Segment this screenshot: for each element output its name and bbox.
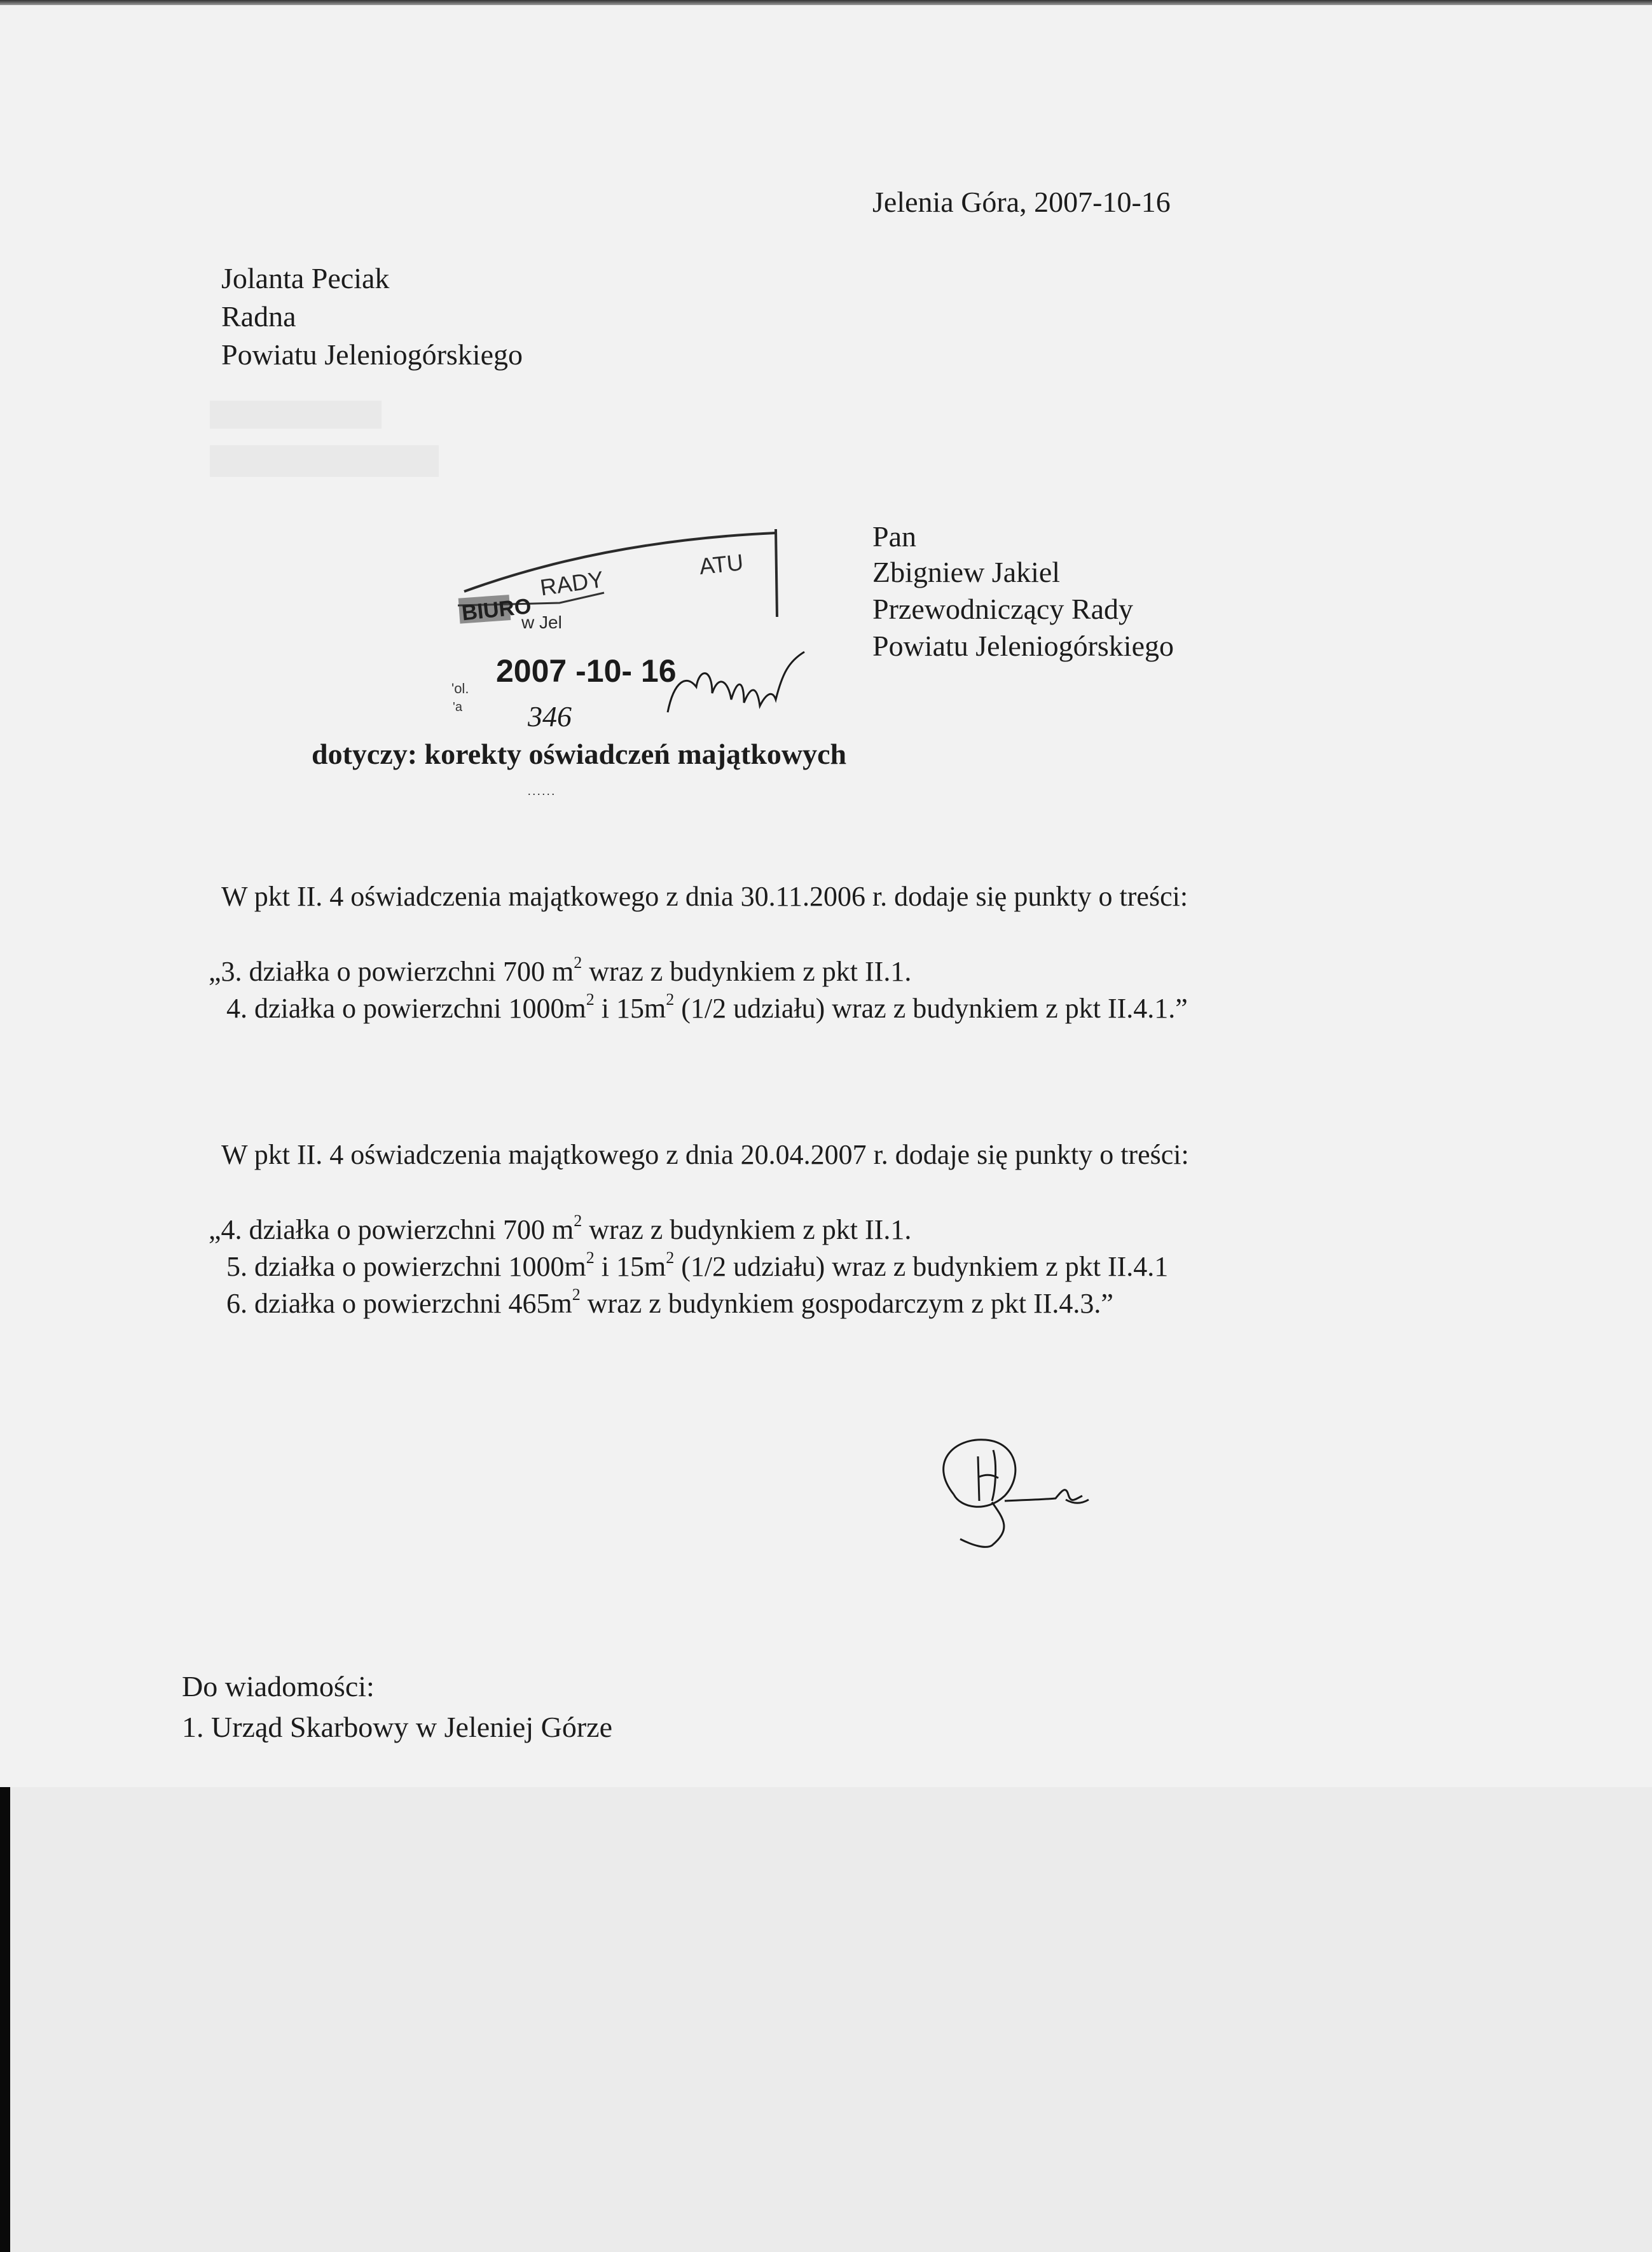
section2-item-1: „4. działka o powierzchni 700 $m^2$ wraz z budynkiem z pkt II.1. bbox=[209, 1212, 912, 1245]
section2-item-3: 6. działka o powierzchni $465m^2$ wraz z budynkiem gospodarczym z pkt II.4.3.” bbox=[226, 1285, 1113, 1319]
sender-role: Radna bbox=[221, 300, 296, 333]
stamp-label-powiatu: ATU bbox=[698, 549, 745, 580]
cc-heading: Do wiadomości: bbox=[182, 1670, 375, 1703]
section1-item-1: „3. działka o powierzchni 700 $m^2$ wraz z budynkiem z pkt II.1. bbox=[209, 953, 912, 987]
recipient-name: Zbigniew Jakiel bbox=[872, 556, 1061, 588]
subject-line: dotyczy: korekty oświadczeń majątkowych bbox=[312, 738, 847, 770]
signature-graphic bbox=[916, 1425, 1106, 1565]
scan-left-bar bbox=[0, 1787, 10, 2252]
section2-item-2: 5. działka o powierzchni $1000m^2$ i $15m^2$ (1/2 udziału) wraz z budynkiem z pkt II.4.1 bbox=[226, 1248, 1169, 1282]
scan-top-edge bbox=[0, 0, 1652, 5]
section2-intro: W pkt II. 4 oświadczenia majątkowego z dnia 20.04.2007 r. dodaje się punkty o treści: bbox=[221, 1139, 1189, 1170]
stamp-label-city: w Jel bbox=[521, 612, 562, 632]
erased-address-line-2 bbox=[210, 445, 439, 477]
stamp-signature bbox=[668, 652, 804, 712]
svg-text:'a: 'a bbox=[453, 700, 462, 714]
subject-dots: ...... bbox=[528, 785, 556, 798]
section1-item-2: 4. działka o powierzchni $1000m^2$ i $15m^2$ (1/2 udziału) wraz z budynkiem z pkt II.4.1.” bbox=[226, 990, 1188, 1024]
stamp-graphic bbox=[445, 522, 852, 738]
erased-address-line-1 bbox=[210, 401, 382, 429]
scan-bottom-shade bbox=[10, 1787, 1652, 2252]
cc-item-1: 1. Urząd Skarbowy w Jeleniej Górze bbox=[182, 1711, 612, 1743]
section1-intro: W pkt II. 4 oświadczenia majątkowego z dnia 30.11.2006 r. dodaje się punkty o treści: bbox=[221, 881, 1188, 912]
stamp-number: 346 bbox=[528, 700, 572, 733]
place-date: Jelenia Góra, 2007-10-16 bbox=[872, 186, 1171, 218]
stamp-label-biuro: BIURO bbox=[460, 594, 533, 626]
stamp-date: 2007 -10- 16 bbox=[496, 653, 677, 689]
recipient-body: Powiatu Jeleniogórskiego bbox=[872, 630, 1174, 662]
sender-name: Jolanta Peciak bbox=[221, 262, 390, 294]
svg-text:'ol.: 'ol. bbox=[451, 680, 469, 696]
recipient-salutation: Pan bbox=[872, 520, 916, 553]
recipient-role: Przewodniczący Rady bbox=[872, 593, 1134, 625]
registry-stamp bbox=[445, 522, 852, 738]
author-signature bbox=[916, 1425, 1106, 1565]
sender-body: Powiatu Jeleniogórskiego bbox=[221, 338, 523, 371]
stamp-label-rady: RADY bbox=[538, 565, 605, 601]
